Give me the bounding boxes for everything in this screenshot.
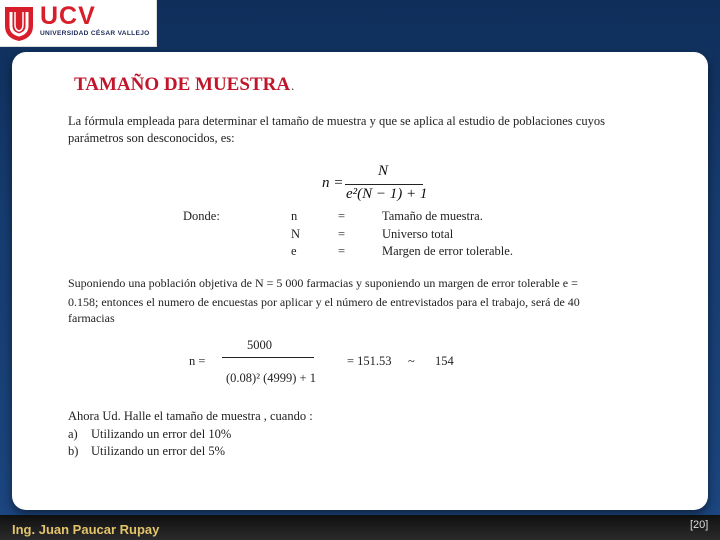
task-intro: Ahora Ud. Halle el tamaño de muestra , cuando : xyxy=(68,409,313,423)
calc-fraction-line xyxy=(222,357,314,358)
def-eq: = xyxy=(338,244,346,258)
calc-result: = 151.53 xyxy=(347,354,392,368)
calc-lhs: n = xyxy=(189,354,206,368)
calc-numerator: 5000 xyxy=(247,338,272,352)
formula-fraction-line xyxy=(345,184,423,185)
calc-denominator: (0.08)² (4999) + 1 xyxy=(226,371,316,385)
def-eq: = xyxy=(338,209,346,223)
def-symbol: N xyxy=(291,227,301,241)
def-eq: = xyxy=(338,227,346,241)
example-line-1: Suponiendo una población objetiva de N = 5 000 farmacias y suponiendo un margen de error tolerable e = xyxy=(68,276,578,290)
task-text: Utilizando un error del 5% xyxy=(91,444,225,458)
task-text: Utilizando un error del 10% xyxy=(91,427,232,441)
formula-lhs: n = xyxy=(322,175,344,191)
ucv-emblem-icon xyxy=(3,4,35,42)
example-line-3: farmacias xyxy=(68,311,115,325)
intro-line-2: parámetros son desconocidos, es: xyxy=(68,131,235,145)
def-meaning: Universo total xyxy=(382,227,454,241)
calc-approx: ~ xyxy=(408,354,415,368)
task-label: a) xyxy=(68,427,78,441)
calc-rounded: 154 xyxy=(435,354,454,368)
task-label: b) xyxy=(68,444,79,458)
def-symbol: n xyxy=(291,209,298,223)
logo-title: UCV xyxy=(40,2,96,30)
donde-label: Donde: xyxy=(183,209,220,223)
footer-author: Ing. Juan Paucar Rupay xyxy=(12,522,160,537)
ucv-logo xyxy=(0,0,157,47)
slide-title: TAMAÑO DE MUESTRA xyxy=(74,74,291,95)
logo-subtitle: UNIVERSIDAD CÉSAR VALLEJO xyxy=(40,30,150,37)
slide-title-dot: . xyxy=(291,78,295,93)
def-meaning: Margen de error tolerable. xyxy=(382,244,513,258)
page-number: [20] xyxy=(690,519,709,531)
intro-line-1: La fórmula empleada para determinar el tamaño de muestra y que se aplica al estudio de poblaciones cuyos xyxy=(68,114,605,128)
def-meaning: Tamaño de muestra. xyxy=(382,209,483,223)
formula-denominator: e²(N − 1) + 1 xyxy=(346,186,428,202)
def-symbol: e xyxy=(291,244,297,258)
formula-numerator: N xyxy=(378,163,389,179)
example-line-2: 0.158; entonces el numero de encuestas por aplicar y el número de entrevistados para el trabajo, será de 40 xyxy=(68,295,580,309)
